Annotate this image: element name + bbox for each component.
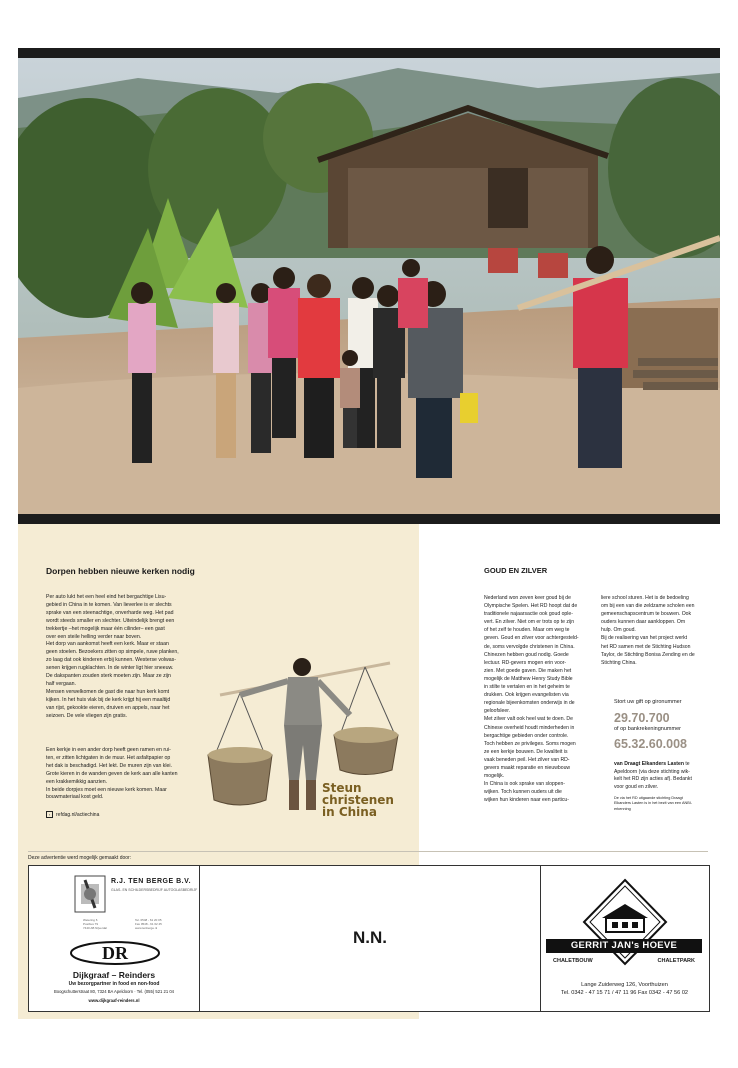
dijkgraaf-address: Boogschutterstraat 80, 7324 BA Apeldoorn · Tel. (055) 521 21 04 <box>53 989 175 994</box>
dijkgraaf-logo-text: DR <box>102 943 128 963</box>
sponsor-tenberge <box>29 866 200 939</box>
sponsors-label: Deze advertentie werd mogelijk gemaakt door: <box>28 855 132 861</box>
action-link[interactable] <box>46 811 99 818</box>
gerrit-subtitles <box>553 958 695 964</box>
gerrit-address: Lange Zuiderweg 126, Voorthuizen <box>581 982 668 988</box>
sponsor-dijkgraaf <box>29 938 200 1011</box>
campaign-title <box>322 782 394 818</box>
right-article-column-2: liere school sturen. Het is de bedoeling om bij een van die zeldzame scholen een gemeenschapscentrum te bouwen. Ook ouders kunnen daar aankloppen. Om hulp. Om goud. Bij de realisering van het project werkt het RD samen met de Stichting Hudson Taylor, de Stichting Bonisa Zending en de Stichting China. <box>601 595 695 666</box>
arrow-icon: › <box>46 811 53 818</box>
action-link-text[interactable]: refdag.nl/actiechina <box>56 811 100 818</box>
right-article-heading: GOUD EN ZILVER <box>484 566 548 575</box>
campaign-title-line3: in China <box>322 805 377 819</box>
dijkgraaf-tagline: Uw bezorgpartner in food en non-food <box>68 981 160 987</box>
tenberge-name: R.J. TEN BERGE B.V. <box>111 878 192 885</box>
divider <box>28 851 708 852</box>
right-article-column-1: Nederland won zeven keer goud bij de Olympische Spelen. Het RD hoopt dat de traditionele najaarsactie ook goud ople- vert. En zilver. Niet om er trots op te zijn of het zelf te houden. Maar om weg te geven. Goud en zilver voor achtergesteld- de, soms vervolgde christenen in China. Chinezen hebben goud nodig. Goede lectuur. RD-gevers mogen erin voor- zien. Met goede gaven. Die maken het mogelijk de Matthew Henry Study Bible in stilte te vertalen en in het geheim te drukken. Ook krijgen evangelisten via regionale bijeenkomsten onderwijs in de geloofsleer. Met zilver valt ook heel wat te doen. De Chinese overheid houdt minderheden in bergachtige gebieden onder controle. Toch hebben ze privileges. Soms mogen ze een kerkje bouwen. De kwaliteit is vaak beneden peil. Het zilver van RD- gevers maakt reparatie en nieuwbouw mogelijk. In China is ook sprake van sloppen- wijken. Toch kunnen ouders uit die wijken hun kinderen naar een particu- <box>484 595 579 804</box>
bank-label: of op bankrekeningnummer <box>614 726 681 732</box>
tenberge-contact: Tel. 0548 - 61 20 05 Fax 0548 - 61 62 45 www.tenberge.nl <box>135 918 162 930</box>
gerrit-chaletbouw: CHALETBOUW <box>553 958 593 964</box>
village-photo <box>18 58 720 514</box>
giro-number: 29.70.700 <box>614 711 670 725</box>
anbi-note: De via het RD uitgaande stichting Draagt Elkanders Lasten is in het bezit van een ANBI- erkenning <box>614 796 693 811</box>
gerrit-chaletpark: CHALETPARK <box>657 958 695 964</box>
campaign-title-line1: Steun <box>322 781 362 795</box>
giro-label: Stort uw gift op gironummer <box>614 699 682 705</box>
nn-label: N.N. <box>353 928 387 947</box>
gerrit-name: GERRIT JAN's HOEVE <box>546 939 702 953</box>
recipient-details: te Apeldoorn (via deze stichting wik- kelt het RD zijn acties af). Bedankt voor goud en zilver. <box>614 761 692 790</box>
sponsor-nn <box>200 866 541 1011</box>
sponsors-grid <box>28 865 710 1012</box>
recipient-name: van Draagt Elkanders Lasten <box>614 761 684 767</box>
gerrit-phone: Tel. 0342 - 47 15 71 / 47 11 96 Fax 0342 - 47 56 02 <box>560 990 689 996</box>
tenberge-address: Wetering 6 Postbus 79 7440 AB Nijverdal <box>83 918 107 930</box>
dijkgraaf-name: Dijkgraaf – Reinders <box>72 970 156 980</box>
sponsor-gerrit-jans-hoeve <box>540 866 709 1011</box>
dijkgraaf-logo-icon <box>69 940 161 966</box>
campaign-title-line2: christenen <box>322 793 394 807</box>
tenberge-subtitle: GLAS- EN SCHILDERSBEDRIJF AUTOGLASBEDRIJF <box>111 888 198 892</box>
left-article-body-continued: Een kerkje in een ander dorp heeft geen ramen en rui- ten, er zitten lichtgaten in de muur. Het asfaltpapier op het dak is beschadigd. Het lekt. De muren zijn van klei. Grote kieren in de wanden geven de kerk aan alle kanten een krakkemikkig aanzien. In beide dorpjes moet een nieuwe kerk komen. Maar bouwmateriaal kost geld. <box>46 747 178 801</box>
donation-recipient <box>614 761 714 791</box>
tenberge-logo-icon <box>73 874 107 914</box>
dijkgraaf-website[interactable]: www.dijkgraaf-reinders.nl <box>88 998 140 1003</box>
bank-number: 65.32.60.008 <box>614 737 687 751</box>
left-article-heading: Dorpen hebben nieuwe kerken nodig <box>46 566 195 576</box>
left-article-body: Per auto lukt het een heel eind het bergachtige Lisu- gebied in China in te komen. Van lieverlee is er slechts sprake van een steenachtige, onverharde weg. Het pad wordt steeds smaller en slechter. Uiteindelijk brengt een trekkertje –het mogelijk maar één cilinder– een gast over een steile helling verder naar boven. Het dorp van aankomst heeft een kerk. Maar er staan geen stoelen. Bezoekers zitten op simpele, ruwe planken, zo laag dat ook kinderen erbij kunnen. Westerse volwas- senen krijgen rugklachten. In de winter ligt hier sneeuw. De dakspanten zouden sterk moeten zijn. Maar ze zijn half vergaan. Mensen verwelkomen de gast die naar hun kerk komt kijken. In het huis vlak bij de kerk krijgt hij een maaltijd van rijst, gekookte eieren, druiven en appels, naar het seizoen. De vele vliegen zijn gratis. <box>46 594 179 719</box>
photo-frame <box>18 48 720 524</box>
